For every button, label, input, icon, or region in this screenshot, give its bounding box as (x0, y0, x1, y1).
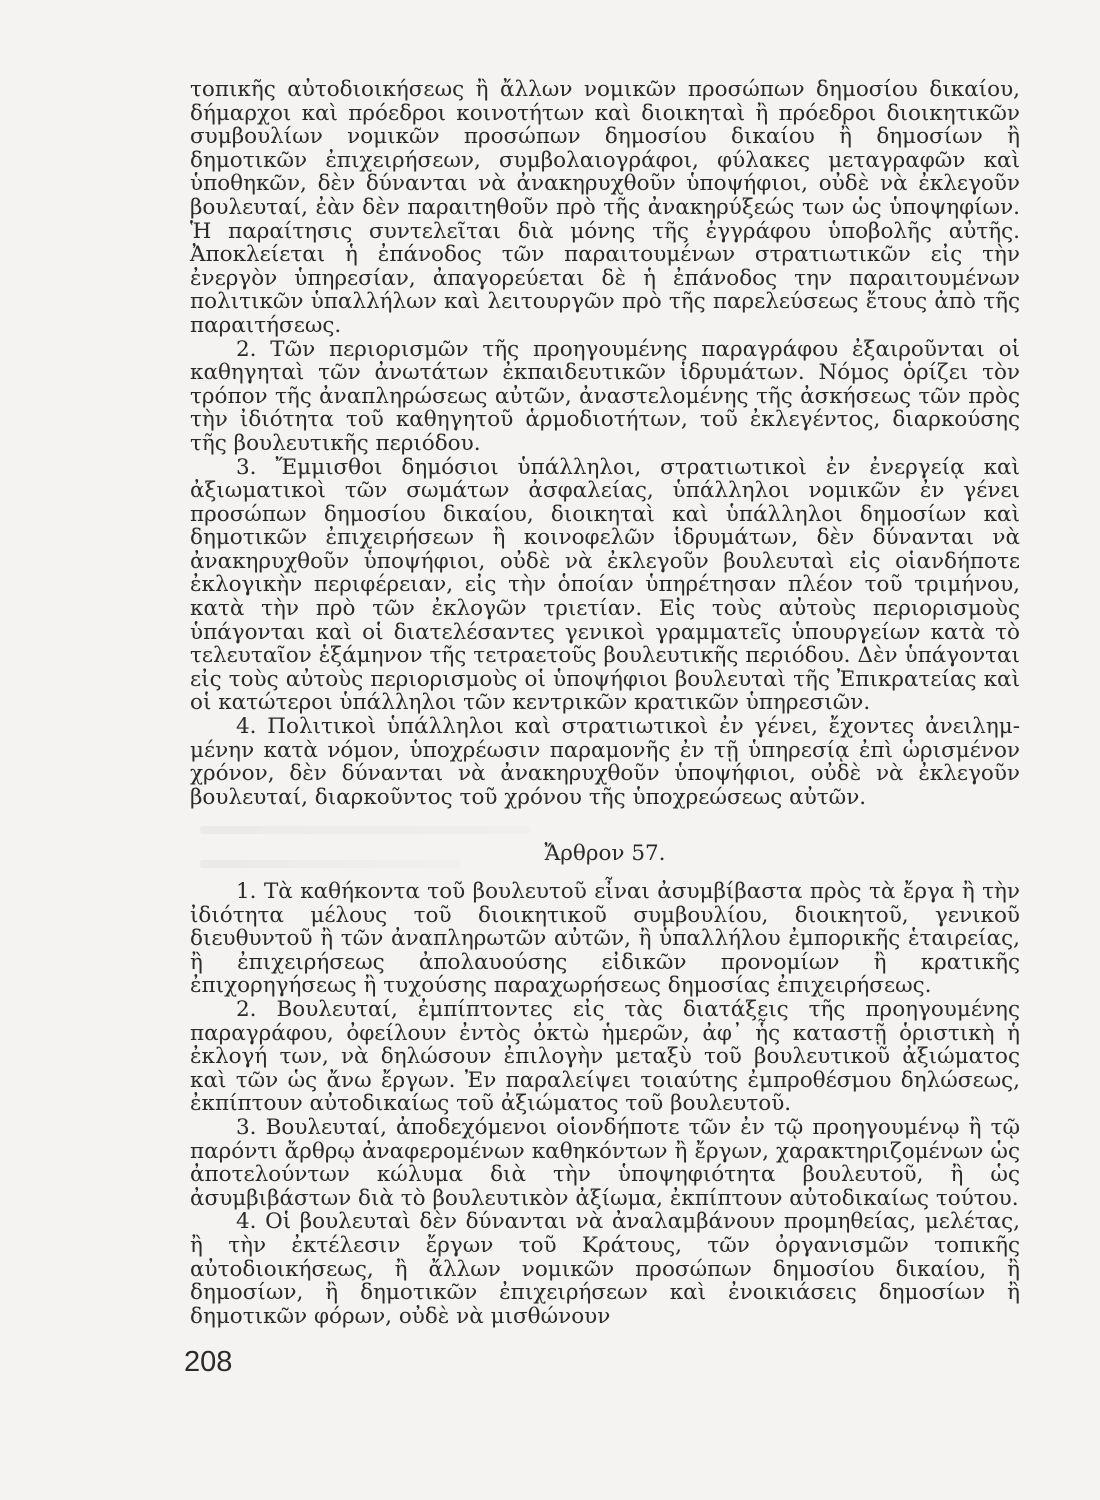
page-number: 208 (184, 1346, 233, 1378)
text-section-before-article (190, 78, 1020, 809)
show-through-mark (200, 826, 530, 834)
paragraph-2: 2. Τῶν περιορισμῶν τῆς προηγουμένης παραγράφου ἐξαιροῦνται οἱ καθηγηταὶ τῶν ἀνωτάτων ἐκπαιδευτικῶν ἱδρυμάτων. Νόμος ὁρίζει τὸν τρόπον τῆς ἀναπληρώσεως αὐτῶν, ἀναστελομένης τῆς ἀσκήσεως τῶν πρὸς τὴν ἰδιότητα τοῦ καθηγητοῦ ἁρμοδιοτήτων, τοῦ ἐκλεγέντος, διαρκούσης τῆς βουλευτικῆς περιόδου. (190, 336, 1020, 456)
paragraph-continuation: τοπικῆς αὐτοδιοικήσεως ἢ ἄλλων νομικῶν προσώπων δημοσίου δικαίου, δήμαρχοι καὶ πρόεδροι κοινοτήτων καὶ διοικηταὶ ἢ πρόεδροι διοικητικῶν συμβουλίων νομικῶν προσώπων δημοσίου δικαίου ἢ δημοσίων ἢ δημοτικῶν ἐπιχειρήσεων, συμβολαιογράφοι, φύλακες μεταγραφῶν καὶ ὑποθηκῶν, δὲν δύνανται νὰ ἀνακηρυχθοῦν ὑποψήφιοι, οὐδὲ νὰ ἐκλεγοῦν βουλευταί, ἐὰν δὲν παραιτηθοῦν πρὸ τῆς ἀνακηρύξεώς των ὡς ὑποψηφίων. Ἡ παραίτησις συντελεῖται διὰ μόνης τῆς ἐγγράφου ὑποβολῆς αὐτῆς. Ἀποκλείεται ἡ ἐπάνοδος τῶν παραιτουμένων στρατιωτικῶν εἰς τὴν ἐνεργὸν ὑπηρεσίαν, ἀπαγορεύεται δὲ ἡ ἐπάνοδος την παραιτουμένων πολιτικῶν ὑπαλλήλων καὶ λειτουργῶν πρὸ τῆς παρελεύσεως ἔτους ἀπὸ τῆς παραιτήσεως. (190, 77, 1020, 338)
article-paragraph-2: 2. Βουλευταί, ἐμπίπτοντες εἰς τὰς διατάξεις τῆς προηγουμένης παραγράφου, ὀφείλουν ἐντὸς ὀκτὼ ἡμερῶν, ἀφ᾽ ἧς καταστῇ ὁριστικὴ ἡ ἐκλογή των, νὰ δηλώσουν ἐπιλογὴν μεταξὺ τοῦ βουλευτικοῦ ἀξιώματος καὶ τῶν ὡς ἄνω ἔργων. Ἐν παραλείψει τοιαύτης ἐμπροθέσμου δηλώσεως, ἐκπίπτουν αὐτοδικαίως τοῦ ἀξιώματος τοῦ βουλευτοῦ. (190, 996, 1020, 1117)
article-paragraph-3: 3. Βουλευταί, ἀποδεχόμενοι οἱονδήποτε τῶν ἐν τῷ προηγουμένῳ ἢ τῷ παρόντι ἄρθρῳ ἀναφερομένων καθηκόντων ἢ ἔργων, χαρακτηριζομένων ὡς ἀποτελούντων κώλυμα διὰ τὴν ὑποψηφιότητα βουλευτοῦ, ἢ ὡς ἀσυμβιβάστων διὰ τὸ βουλευτικὸν ἀξίωμα, ἐκπίπτουν αὐτοδικαίως τούτου. (190, 1114, 1020, 1211)
article-heading: Ἄρθρον 57. (544, 841, 666, 866)
paragraph-3: 3. Ἔμμισθοι δημόσιοι ὑπάλληλοι, στρατιωτικοὶ ἐν ἐνεργείᾳ καὶ ἀξιωματικοὶ τῶν σωμάτων ἀσφαλείας, ὑπάλληλοι νομικῶν ἐν γένει προσώπων δημοσίου δικαίου, διοικηταὶ καὶ ὑπάλληλοι δημοσίων καὶ δημοτικῶν ἐπιχειρήσεων ἢ κοινοφελῶν ἱδρυμάτων, δὲν δύνανται νὰ ἀνακηρυχθοῦν ὑποψήφιοι, οὐδὲ νὰ ἐκλεγοῦν βουλευταὶ εἰς οἱανδήποτε ἐκλογικὴν περιφέρειαν, εἰς τὴν ὁποίαν ὑπηρέτησαν πλέον τοῦ τριμήνου, κατὰ τὴν πρὸ τῶν ἐκλογῶν τριετίαν. Εἰς τοὺς αὐτοὺς περιορισμοὺς ὑπάγονται καὶ οἱ διατελέσαντες γενικοὶ γραμματεῖς ὑπουργείων κατὰ τὸ τελευταῖον ἑξάμηνον τῆς τετραετοῦς βουλευτικῆς περιόδου. Δὲν ὑπάγονται εἰς τοὺς αὐτοὺς περιορισμοὺς οἱ ὑποψήφιοι βουλευταὶ τῆς Ἐπικρατείας καὶ οἱ κατώτεροι ὑπάλληλοι τῶν κεντρικῶν κρατικῶν ὑπηρεσιῶν. (190, 454, 1020, 716)
paragraph-4: 4. Πολιτικοὶ ὑπάλληλοι καὶ στρατιωτικοὶ ἐν γένει, ἔχοντες ἀνειλημμένην κατὰ νόμον, ὑποχρέωσιν παραμονῆς ἐν τῇ ὑπηρεσίᾳ ἐπὶ ὡρισμένον χρόνον, δὲν δύνανται νὰ ἀνακηρυχθοῦν ὑποψήφιοι, οὐδὲ νὰ ἐκλεγοῦν βουλευταί, διαρκοῦντος τοῦ χρόνου τῆς ὑποχρεώσεως αὐτῶν. (190, 714, 1020, 810)
article-paragraph-1: 1. Τὰ καθήκοντα τοῦ βουλευτοῦ εἶναι ἀσυμβίβαστα πρὸς τὰ ἔργα ἢ τὴν ἰδιότητα μέλους τοῦ διοικητικοῦ συμβουλίου, διοικητοῦ, γενικοῦ διευθυντοῦ ἢ τῶν ἀναπληρωτῶν αὐτῶν, ἢ ὑπαλλήλου ἐμπορικῆς ἑταιρείας, ἢ ἐπιχειρήσεως ἀπολαυούσης εἰδικῶν προνομίων ἢ κρατικῆς ἐπιχορηγήσεως ἢ τυχούσης παραχωρήσεως δημοσίας ἐπιχειρήσεως. (190, 879, 1020, 999)
article-paragraph-4: 4. Οἱ βουλευταὶ δὲν δύνανται νὰ ἀναλαμβάνουν προμηθείας, μελέτας, ἢ τὴν ἐκτέλεσιν ἔργων τοῦ Κράτους, τῶν ὀργανισμῶν τοπικῆς αὐτοδιοικήσεως, ἢ ἄλλων νομικῶν προσώπων δημοσίου δικαίου, ἢ δημοσίων, ἢ δημοτικῶν ἐπιχειρήσεων καὶ ἐνοικιάσεις δημοσίων ἢ δημοτικῶν φόρων, οὐδὲ νὰ μισθώνουν (190, 1209, 1020, 1329)
article-body (190, 880, 1020, 1328)
